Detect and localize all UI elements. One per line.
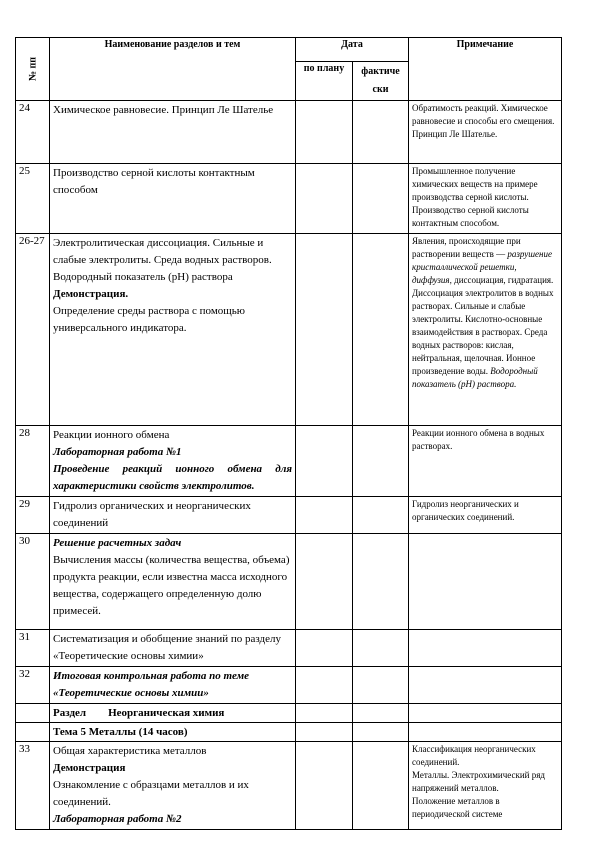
theme-heading: Тема 5 Металлы (14 часов) xyxy=(50,723,296,742)
section-heading xyxy=(50,704,296,723)
row-note xyxy=(409,630,562,667)
row-note xyxy=(409,534,562,630)
topic-text: Гидролиз органических и неорганических соединений xyxy=(53,500,251,529)
row-plan-date xyxy=(296,667,353,704)
section-fact-cell xyxy=(353,704,409,723)
row-note: Гидролиз неорганических и органических соединений. xyxy=(409,497,562,534)
row-number: 25 xyxy=(16,164,50,234)
row-fact-date xyxy=(353,426,409,497)
header-number-label: № пп xyxy=(27,56,38,82)
topic-text: Химическое равновесие. Принцип Ле Шателье xyxy=(53,104,274,116)
row-number: 24 xyxy=(16,101,50,164)
row-topic xyxy=(50,534,296,630)
row-number: 28 xyxy=(16,426,50,497)
row-fact-date xyxy=(353,742,409,830)
row-plan-date xyxy=(296,534,353,630)
row-fact-date xyxy=(353,534,409,630)
row-fact-date xyxy=(353,101,409,164)
row-plan-date xyxy=(296,742,353,830)
section-number-cell xyxy=(16,704,50,723)
row-number: 26-27 xyxy=(16,234,50,426)
lab-work-label: Лабораторная работа №2 xyxy=(53,813,182,825)
row-plan-date xyxy=(296,101,353,164)
row-note: Реакции ионного обмена в водных растворах. xyxy=(409,426,562,497)
theme-fact-cell xyxy=(353,723,409,742)
note-text: Классификация неорганических соединений. xyxy=(412,744,536,767)
demonstration-text: Определение среды раствора с помощью универсального индикатора. xyxy=(53,305,245,334)
row-topic xyxy=(50,101,296,164)
row-topic xyxy=(50,742,296,830)
table-row xyxy=(16,667,562,704)
theme-row xyxy=(16,723,562,742)
table-row xyxy=(16,534,562,630)
demonstration-text: Ознакомление с образцами металлов и их соединений. xyxy=(53,779,249,808)
header-fact: фактиче ски xyxy=(353,62,409,101)
row-note xyxy=(409,742,562,830)
row-topic xyxy=(50,426,296,497)
row-fact-date xyxy=(353,164,409,234)
section-label: Раздел xyxy=(53,707,87,719)
table-row xyxy=(16,630,562,667)
task-label: Решение расчетных задач xyxy=(53,537,182,549)
lesson-plan-table xyxy=(15,37,562,830)
row-plan-date xyxy=(296,497,353,534)
table-row xyxy=(16,164,562,234)
theme-number-cell xyxy=(16,723,50,742)
row-topic xyxy=(50,497,296,534)
row-topic xyxy=(50,234,296,426)
row-plan-date xyxy=(296,630,353,667)
section-note-cell xyxy=(409,704,562,723)
theme-note-cell xyxy=(409,723,562,742)
table-row xyxy=(16,426,562,497)
header-note: Примечание xyxy=(409,38,562,101)
row-fact-date xyxy=(353,667,409,704)
row-fact-date xyxy=(353,497,409,534)
row-note: Промышленное получение химических веществ на примере производства серной кислоты. Производство серной кислоты контактным способом. xyxy=(409,164,562,234)
row-plan-date xyxy=(296,234,353,426)
section-row xyxy=(16,704,562,723)
demonstration-label: Демонстрация xyxy=(53,762,126,774)
row-topic xyxy=(50,630,296,667)
header-date: Дата xyxy=(296,38,409,62)
row-number: 29 xyxy=(16,497,50,534)
topic-text: Электролитическая диссоциация. Сильные и слабые электролиты. Среда водных растворов. Водородный показатель (рН) раствора xyxy=(53,237,272,283)
row-number: 33 xyxy=(16,742,50,830)
topic-text: Вычисления массы (количества вещества, объема) продукта реакции, если известна масса исходного вещества, содержащего определенную долю примесей. xyxy=(53,554,290,617)
section-plan-cell xyxy=(296,704,353,723)
header-topic: Наименование разделов и тем xyxy=(50,38,296,101)
row-number: 31 xyxy=(16,630,50,667)
demonstration-label: Демонстрация. xyxy=(53,288,129,300)
note-italic-text: разрушение кристаллической решетки, диффузия, xyxy=(412,249,552,285)
note-text: Положение металлов в периодической системе xyxy=(412,796,503,819)
topic-text: Итоговая контрольная работа по теме «Теоретические основы химии» xyxy=(53,670,249,699)
note-text: диссоциация, гидратация. Диссоциация электролитов в водных растворах. Сильные и слабые электролиты. Кислотно-основные взаимодействия в растворах. Среда водных растворов: кислая, нейтральная, щелочная. Ионное произведение воды. xyxy=(412,275,554,376)
row-note xyxy=(409,234,562,426)
topic-text: Общая характеристика металлов xyxy=(53,745,207,757)
row-fact-date xyxy=(353,234,409,426)
topic-text: Реакции ионного обмена xyxy=(53,429,170,441)
row-note: Обратимость реакций. Химическое равновесие и способы его смещения. Принцип Ле Шателье. xyxy=(409,101,562,164)
note-italic-text: Водородный показатель (рН) раствора. xyxy=(412,366,538,389)
row-number: 32 xyxy=(16,667,50,704)
row-topic xyxy=(50,667,296,704)
lab-work-title: Проведение реакций ионного обмена для характеристики свойств электролитов. xyxy=(53,463,292,492)
table-row xyxy=(16,497,562,534)
topic-text: Систематизация и обобщение знаний по разделу «Теоретические основы химии» xyxy=(53,633,282,662)
row-topic xyxy=(50,164,296,234)
table-row xyxy=(16,234,562,426)
header-row xyxy=(16,38,562,62)
row-plan-date xyxy=(296,426,353,497)
table-row xyxy=(16,742,562,830)
theme-plan-cell xyxy=(296,723,353,742)
note-text: Металлы. Электрохимический ряд напряжений металлов. xyxy=(412,770,545,793)
row-number: 30 xyxy=(16,534,50,630)
row-fact-date xyxy=(353,630,409,667)
lab-work-label: Лабораторная работа №1 xyxy=(53,446,182,458)
header-plan: по плану xyxy=(296,62,353,101)
header-number xyxy=(16,38,50,101)
topic-text: Производство серной кислоты контактным способом xyxy=(53,167,255,196)
section-title: Неорганическая химия xyxy=(108,707,225,719)
row-plan-date xyxy=(296,164,353,234)
note-text: Явления, происходящие при растворении веществ — xyxy=(412,236,521,259)
row-note xyxy=(409,667,562,704)
table-row xyxy=(16,101,562,164)
